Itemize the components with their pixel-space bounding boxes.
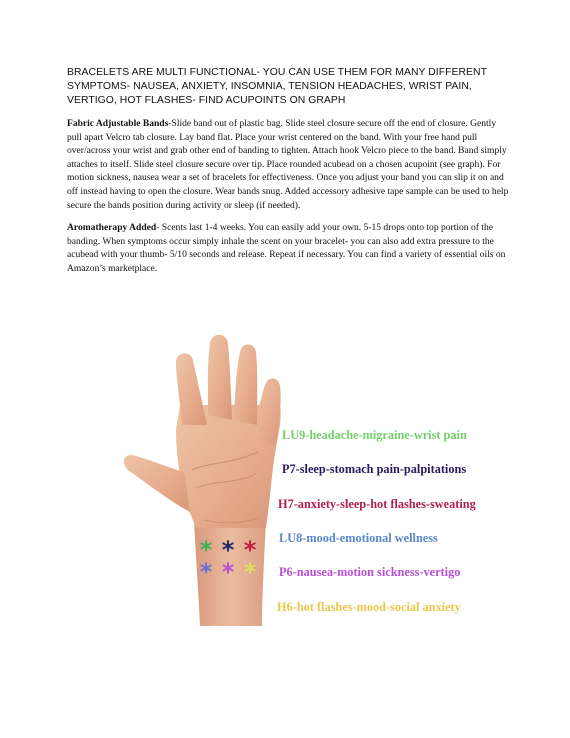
lu8-marker: * [199, 558, 213, 586]
aromatherapy-body: - Scents last 1-4 weeks. You can easily add your own. 5-15 drops onto top portion of the banding. When symptoms occur simply inhale the scent on your bracelet- you can also add extra pressure to the acubead with your thumb- 5/10 seconds and release. Repeat if necessary. You can find a variety of essential oils on Amazon’s marketplace. [67, 222, 506, 274]
page-heading: BRACELETS ARE MULTI FUNCTIONAL- YOU CAN USE THEM FOR MANY DIFFERENT SYMPTOMS- NAUSEA, ANXIETY, INSOMNIA, TENSION HEADACHES, WRIST PAIN, VERTIGO, HOT FLASHES- FIND ACUPOINTS ON GRAPH [67, 67, 487, 106]
p6-marker: * [221, 558, 235, 586]
lu9-marker: * [199, 536, 213, 564]
fabric-bands-title: Fabric Adjustable Bands [67, 118, 169, 129]
legend-h7: H7-anxiety-sleep-hot flashes-sweating [278, 497, 476, 511]
aromatherapy-title: Aromatherapy Added [67, 222, 157, 234]
p7-marker: * [221, 536, 235, 564]
legend-p7: P7-sleep-stomach pain-palpitations [282, 462, 467, 476]
ring-finger [234, 345, 257, 426]
legend-lu8: LU8-mood-emotional wellness [279, 531, 438, 545]
legend-p6: P6-nausea-motion sickness-vertigo [279, 565, 461, 579]
legend-lu9: LU9-headache-migraine-wrist pain [282, 428, 467, 442]
fabric-bands-body: -Slide band out of plastic bag. Slide steel closure secure off the end of closure. Gently pull apart Velcro tab closure. Lay band flat. Place your wrist centered on the band. With your free hand pull over/across your wrist and grab other end of banding to tighten. Attach hook Velcro piece to the band. Band simply attaches to itself. Slide steel closure secure over tip. Place rounded acubead on a chosen acupoint (see graph). For motion sickness, nausea wear a set of bracelets for effectiveness. Once you adjust your band you can slip it on and off instead having to open the closure. Wear bands snug. Added accessory adhesive tape sample can be used to help secure the bands position during activity or sleep (if needed). [67, 118, 509, 211]
legend-h6: H6-hot flashes-mood-social anxiety [277, 600, 461, 614]
h6-marker: * [243, 558, 257, 586]
h7-marker: * [243, 536, 257, 564]
middle-finger [208, 335, 232, 420]
